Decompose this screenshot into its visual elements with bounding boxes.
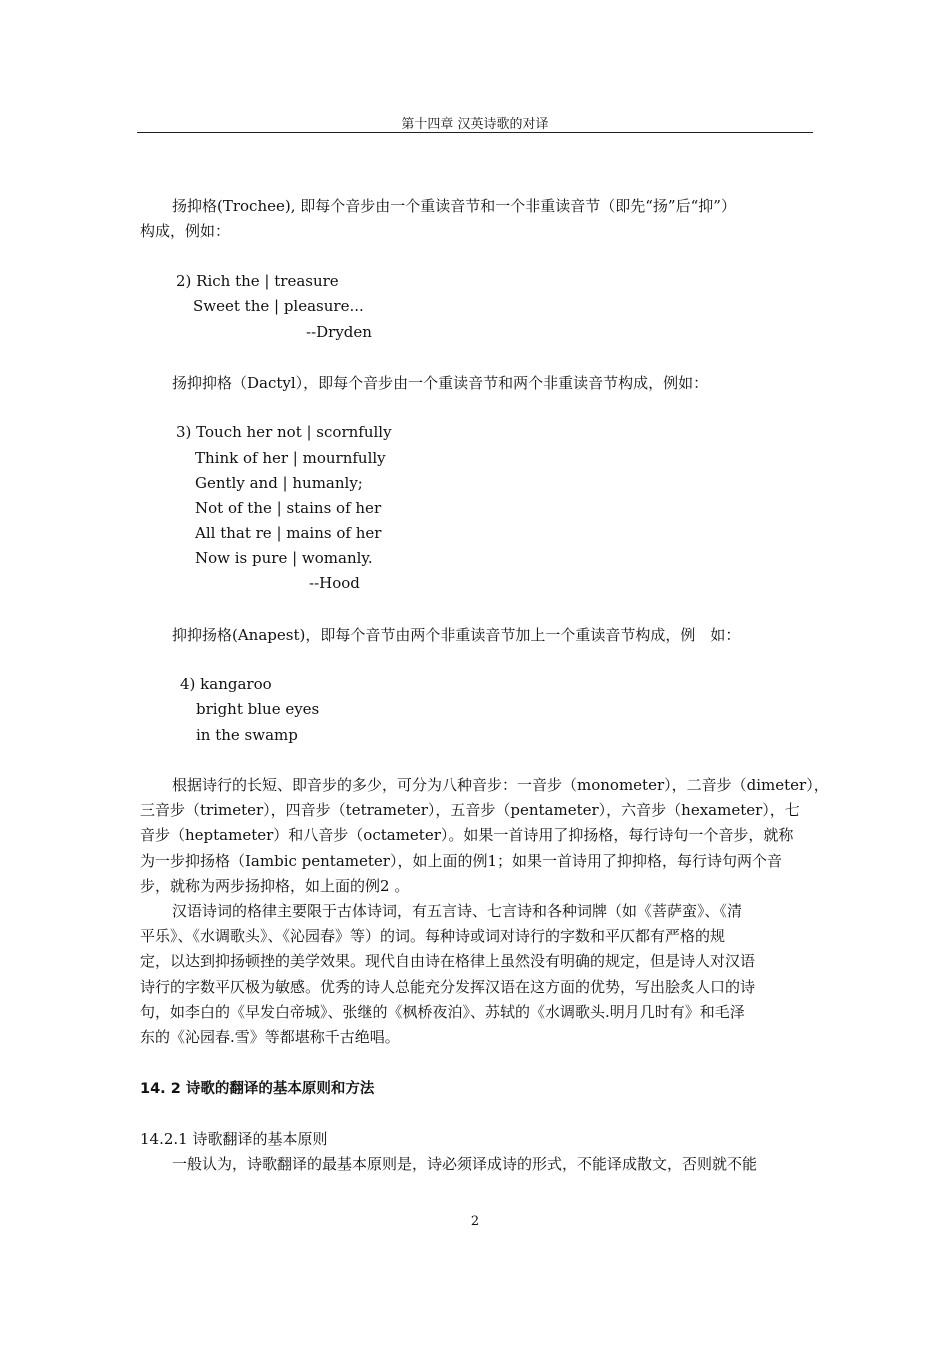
section-heading: 14. 2 诗歌的翻译的基本原则和方法 bbox=[140, 1081, 375, 1097]
chinese-line-4: 诗行的字数平仄极为敏感。优秀的诗人总能充分发挥汉语在这方面的优势，写出脍炙人口的诗 bbox=[140, 977, 756, 996]
example-2-line-2: Sweet the | pleasure... bbox=[193, 297, 364, 315]
anapest-paragraph: 抑抑扬格(Anapest)，即每个音节由两个非重读音节加上一个重读音节构成，例 如： bbox=[172, 626, 741, 644]
example-4-line-3: in the swamp bbox=[196, 726, 298, 744]
chinese-line-2: 平乐》、《水调歌头》、《沁园春》等）的词。每种诗或词对诗行的字数和平仄都有严格的规 bbox=[140, 927, 726, 946]
dactyl-paragraph: 扬抑抑格（Dactyl），即每个音步由一个重读音节和两个非重读音节构成，例如： bbox=[172, 374, 709, 392]
subsection-heading: 14.2.1 诗歌翻译的基本原则 bbox=[140, 1130, 328, 1148]
example-3-line-2: Think of her | mournfully bbox=[195, 449, 386, 467]
chinese-poetry-paragraph bbox=[140, 899, 812, 1050]
example-4-line-1: 4) kangaroo bbox=[180, 675, 272, 693]
meter-line-3: 音步（heptameter）和八音步（octameter）。如果一首诗用了抑扬格，每行诗句一个音步，就称 bbox=[140, 826, 794, 845]
chinese-line-5: 句，如李白的《早发白帝城》、张继的《枫桥夜泊》、苏轼的《水调歌头.明月几时有》和毛泽 bbox=[140, 1002, 745, 1021]
meter-line-2: 三音步（trimeter），四音步（tetrameter），五音步（pentameter），六音步（hexameter），七 bbox=[140, 801, 800, 820]
meter-line-1: 根据诗行的长短、即音步的多少，可分为八种音步：一音步（monometer），二音步（dimeter）， bbox=[172, 776, 829, 794]
meter-line-5: 步，就称为两步扬抑格，如上面的例2 。 bbox=[140, 876, 410, 895]
chinese-line-6: 东的《沁园春.雪》等都堪称千古绝唱。 bbox=[140, 1028, 400, 1047]
header-rule bbox=[137, 132, 813, 133]
example-4-line-2: bright blue eyes bbox=[196, 700, 320, 718]
example-3-line-1: 3) Touch her not | scornfully bbox=[176, 423, 392, 441]
example-3-line-3: Gently and | humanly; bbox=[195, 474, 363, 492]
page-number: 2 bbox=[470, 1214, 480, 1229]
example-3-author: --Hood bbox=[309, 574, 360, 592]
example-2-author: --Dryden bbox=[306, 323, 372, 341]
chinese-line-3: 定，以达到抑扬顿挫的美学效果。现代自由诗在格律上虽然没有明确的规定，但是诗人对汉语 bbox=[140, 952, 756, 971]
meter-line-4: 为一步抑扬格（Iambic pentameter），如上面的例1；如果一首诗用了抑抑格，每行诗句两个音 bbox=[140, 851, 782, 870]
example-3-line-5: All that re | mains of her bbox=[195, 524, 382, 542]
trochee-line-2: 构成，例如： bbox=[140, 222, 231, 241]
example-3-line-4: Not of the | stains of her bbox=[195, 499, 382, 517]
running-header: 第十四章 汉英诗歌的对译 bbox=[401, 117, 549, 132]
subsection-text: 一般认为，诗歌翻译的最基本原则是，诗必须译成诗的形式，不能译成散文，否则就不能 bbox=[172, 1155, 758, 1173]
chinese-line-1: 汉语诗词的格律主要限于古体诗词，有五言诗、七言诗和各种词牌（如《菩萨蛮》、《清 bbox=[172, 902, 743, 920]
trochee-paragraph bbox=[140, 194, 812, 244]
meter-paragraph bbox=[140, 773, 829, 899]
example-3-line-6: Now is pure | womanly. bbox=[195, 549, 373, 567]
trochee-line-1: 扬抑格(Trochee), 即每个音步由一个重读音节和一个非重读音节（即先“扬”后“抑”） bbox=[172, 197, 736, 215]
example-2-line-1: 2) Rich the | treasure bbox=[176, 272, 339, 290]
